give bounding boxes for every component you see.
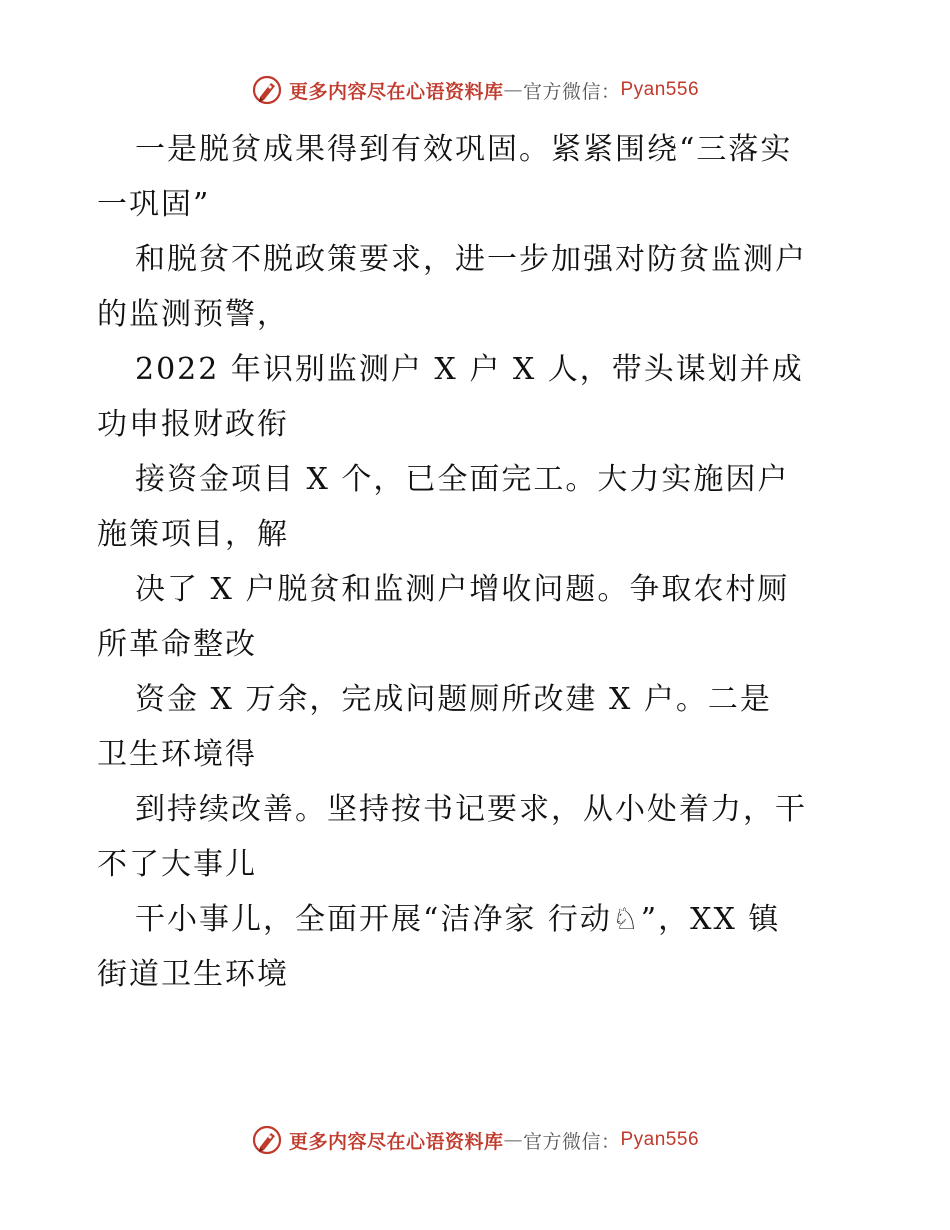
text-line-9: 决了 X 户脱贫和监测户增收问题。争取农村厕: [135, 572, 790, 607]
watermark-official: 官方微信：: [522, 1130, 621, 1153]
pen-nib-logo-icon: [251, 1124, 283, 1156]
text-line-5: 2022 年识别监测户 X 户 X 人，带头谋划并成: [135, 352, 804, 387]
text-line-16: 街道卫生环境: [97, 957, 289, 992]
watermark-text: [289, 77, 699, 104]
pen-nib-logo-icon: [251, 74, 283, 106]
text-line-7: 接资金项目 X 个，已全面完工。大力实施因户: [135, 462, 790, 497]
text-line-8: 施策项目，解: [97, 517, 289, 552]
text-line-6: 功申报财政衔: [97, 407, 289, 442]
text-line-10: 所革命整改: [97, 627, 257, 662]
footer-watermark: [0, 1120, 950, 1160]
watermark-text: [289, 1127, 699, 1154]
text-line-2: 一巩固”: [97, 187, 211, 222]
text-line-15: 干小事儿，全面开展“洁净家 行动♘”，XX 镇: [135, 902, 781, 937]
watermark-brand: 更多内容尽在心语资料库: [288, 1130, 504, 1153]
watermark-official: 官方微信：: [522, 80, 621, 103]
text-line-1: 一是脱贫成果得到有效巩固。紧紧围绕“三落实: [135, 132, 793, 167]
text-line-12: 卫生环境得: [97, 737, 257, 772]
text-line-3: 和脱贫不脱政策要求，进一步加强对防贫监测户: [135, 242, 807, 277]
document-body: [97, 122, 857, 1002]
watermark-separator: —: [503, 79, 523, 101]
text-line-4: 的监测预警，: [97, 297, 289, 332]
header-watermark: [0, 70, 950, 110]
watermark-brand: 更多内容尽在心语资料库: [288, 80, 504, 103]
text-line-14: 不了大事儿: [97, 847, 257, 882]
watermark-wechat-id: Pyan556: [620, 79, 700, 100]
watermark-wechat-id: Pyan556: [620, 1129, 700, 1150]
text-line-11: 资金 X 万余，完成问题厕所改建 X 户。二是: [135, 682, 772, 717]
text-line-13: 到持续改善。坚持按书记要求，从小处着力，干: [135, 792, 807, 827]
watermark-separator: —: [503, 1129, 523, 1151]
